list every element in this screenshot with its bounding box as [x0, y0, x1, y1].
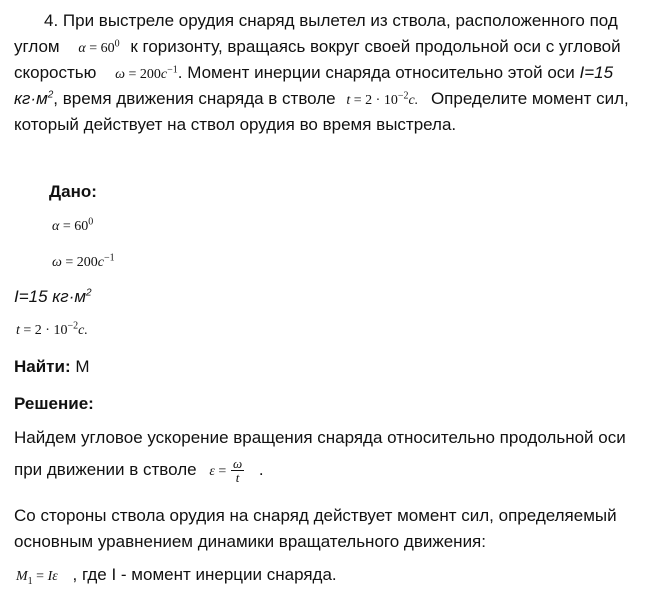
formula-time: t = 2 · 10$^{-2}$c.: [346, 90, 419, 108]
solution-heading: Решение:: [14, 394, 94, 413]
formula-omega: ω = 200c$^{-1}$: [115, 64, 178, 82]
formula-fraction: $\frac{\omega}{t}$: [233, 456, 243, 485]
solution-paragraph-1b: при движении в стволе ε = $\frac{\omega}{t}$ .: [14, 456, 264, 485]
problem-text: скоростью: [14, 63, 97, 82]
problem-text: углом: [14, 37, 60, 56]
find-value: M: [75, 357, 90, 376]
problem-line-1: 4. При выстреле орудия снаряд вылетел из ствола, расположенного под: [44, 11, 618, 30]
formula-epsilon: ε =: [209, 463, 227, 479]
problem-line-4: [14, 89, 629, 109]
problem-text: , время движения снаряда в стволе: [53, 89, 336, 108]
problem-text: Определите момент сил,: [430, 89, 629, 108]
formula-moment: $M_1 = I\varepsilon$: [16, 569, 58, 587]
find-label: Найти:: [14, 357, 71, 376]
solution-paragraph-1a: Найдем угловое ускорение вращения снаряда относительно продольной оси: [14, 428, 626, 447]
problem-line-2: [14, 37, 621, 57]
problem-text: к горизонту, вращаясь вокруг своей продольной оси с угловой: [130, 37, 621, 56]
formula-alpha: α = 60$^0$: [78, 38, 120, 56]
given-alpha: α = 60$^0$: [52, 216, 94, 234]
problem-line-5: который действует на ствол орудия во время выстрела.: [14, 115, 457, 134]
given-inertia: I=15 $кг\cdot м^2$: [14, 287, 92, 306]
inertia-unit: $кг\cdot м^2$: [14, 89, 54, 108]
solution-paragraph-3: $M_1 = I\varepsilon$ , где I - момент инерции снаряда.: [16, 565, 337, 587]
find-line: [14, 357, 90, 377]
problem-line-3: [14, 63, 613, 83]
given-time: t = 2 · 10$^{-2}$c.: [16, 320, 88, 338]
problem-text: . Момент инерции снаряда относительно этой оси: [177, 63, 575, 82]
solution-paragraph-2a: Со стороны ствола орудия на снаряд действует момент сил, определяемый: [14, 506, 617, 525]
inertia-value: I=15: [579, 63, 614, 82]
given-omega: ω = 200c$^{-1}$: [52, 252, 115, 270]
solution-paragraph-2b: основным уравнением динамики вращательного движения:: [14, 532, 486, 551]
given-heading: Дано:: [49, 182, 97, 201]
